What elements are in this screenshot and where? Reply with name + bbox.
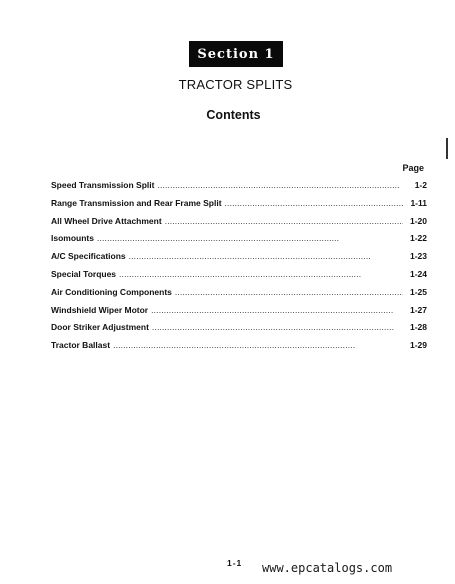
toc-entry-title: Air Conditioning Components xyxy=(51,286,172,297)
toc-entry-title: Range Transmission and Rear Frame Split xyxy=(51,197,222,208)
toc-leader-dots xyxy=(165,216,403,226)
margin-mark xyxy=(446,138,448,159)
toc-entry xyxy=(51,251,427,269)
toc-entry-page: 1-27 xyxy=(409,304,427,315)
toc-entry-title: Isomounts xyxy=(51,233,94,244)
toc-leader-dots xyxy=(225,198,403,208)
toc-entry xyxy=(51,180,427,198)
toc-entry-title: Tractor Ballast xyxy=(51,340,111,351)
toc-entry-title: Door Striker Adjustment xyxy=(51,322,149,333)
toc-entry xyxy=(51,287,427,305)
toc-entry-page: 1-2 xyxy=(414,180,427,190)
toc-entry-page: 1-20 xyxy=(409,215,427,226)
toc-leader-dots xyxy=(113,340,403,350)
watermark-url: www.epcatalogs.com xyxy=(262,561,393,575)
toc-entry xyxy=(51,233,427,251)
toc-entry-page: 1-29 xyxy=(409,340,427,351)
toc-entry-page: 1-23 xyxy=(409,251,427,262)
section-badge xyxy=(189,41,283,67)
toc-entry-page: 1-22 xyxy=(409,233,427,244)
toc-entry xyxy=(51,269,427,287)
contents-heading: Contents xyxy=(206,108,261,122)
page-column-label: Page xyxy=(402,163,424,173)
toc-entry-title: Special Torques xyxy=(51,268,117,279)
toc-entry xyxy=(51,305,427,323)
toc-entry xyxy=(51,198,427,216)
toc-entry xyxy=(51,340,427,358)
toc-entry-page: 1-28 xyxy=(409,322,427,333)
toc-leader-dots xyxy=(157,180,403,190)
toc-entry-title: A/C Specifications xyxy=(51,251,126,262)
toc-entry-page: 1-24 xyxy=(409,268,427,279)
toc-entry xyxy=(51,322,427,340)
toc-leader-dots xyxy=(175,287,403,297)
toc-leader-dots xyxy=(152,322,403,332)
toc-entry-title: Windshield Wiper Motor xyxy=(51,304,149,315)
toc-entry-page: 1-11 xyxy=(410,197,427,208)
toc-entry xyxy=(51,216,427,234)
toc-entry-title: Speed Transmission Split xyxy=(51,180,155,190)
toc-leader-dots xyxy=(151,305,403,315)
table-of-contents xyxy=(51,180,427,358)
toc-entry-page: 1-25 xyxy=(409,286,427,297)
toc-leader-dots xyxy=(119,269,403,279)
footer-page-number: 1-1 xyxy=(227,558,243,568)
toc-entry-title: All Wheel Drive Attachment xyxy=(51,215,162,226)
section-label: Section 1 xyxy=(197,46,275,62)
toc-leader-dots xyxy=(97,233,403,243)
document-title: TRACTOR SPLITS xyxy=(178,77,293,92)
toc-leader-dots xyxy=(129,251,403,261)
